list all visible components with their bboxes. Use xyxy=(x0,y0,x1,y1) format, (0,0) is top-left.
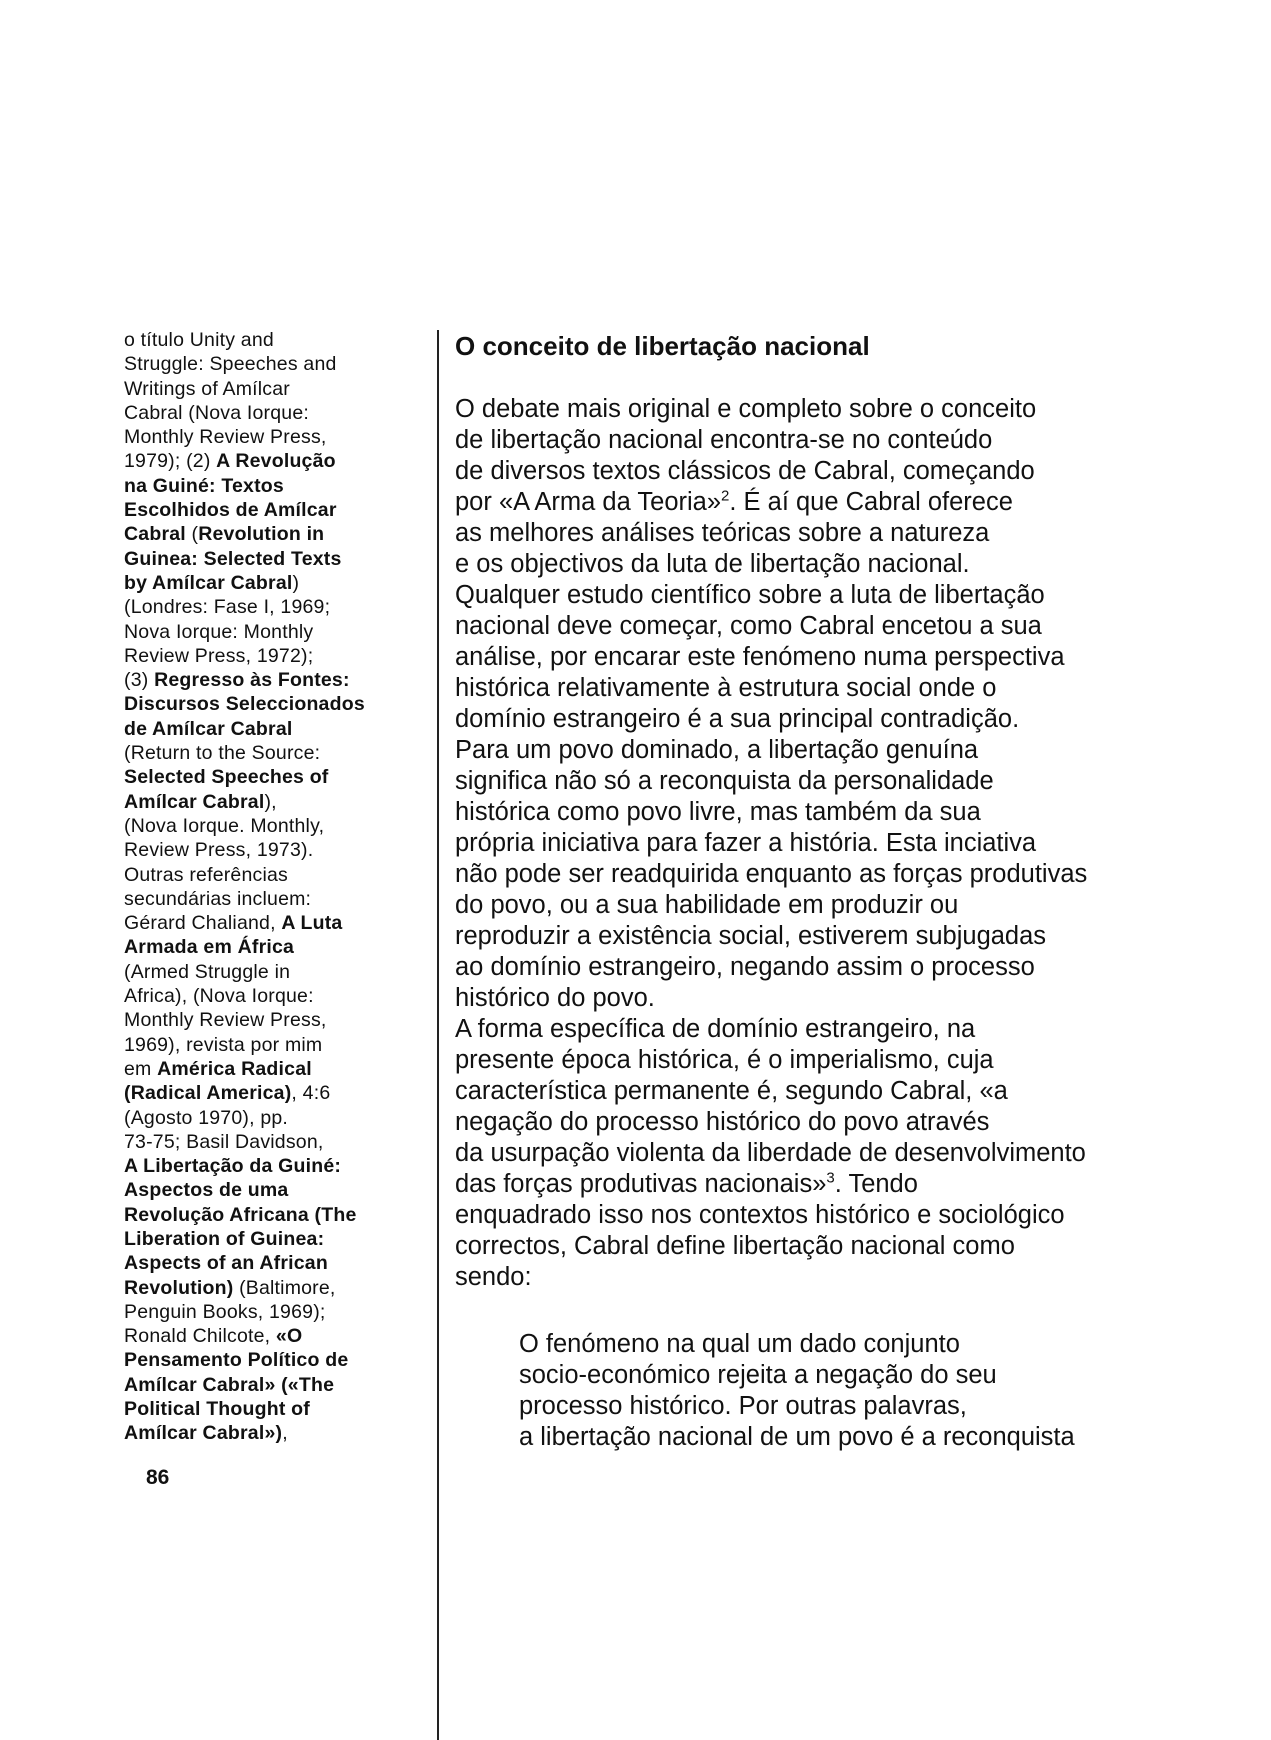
quote-line-text: a libertação nacional de um povo é a reconquista xyxy=(519,1423,1075,1451)
footnote-title-run: Revolution) xyxy=(124,1276,234,1299)
footnote-marker: 2 xyxy=(721,487,730,505)
footnote-text-run: Penguin Books, 1969); xyxy=(124,1300,326,1323)
footnote-text-run: Nova Iorque: Monthly xyxy=(124,620,314,643)
footnote-title-run: Discursos Seleccionados xyxy=(124,693,365,716)
footnote-title-run: Amílcar Cabral») xyxy=(124,1422,283,1445)
body-line-text: análise, por encarar este fenómeno numa perspectiva xyxy=(455,643,1065,671)
body-line-text: O debate mais original e completo sobre o conceito xyxy=(455,395,1037,423)
body-line-text: . Tendo xyxy=(834,1170,918,1198)
footnote-line xyxy=(124,717,420,741)
footnote-text-run: Outras referências xyxy=(124,863,288,886)
footnote-marker: 3 xyxy=(826,1169,835,1187)
footnote-line xyxy=(124,790,420,814)
footnote-line xyxy=(124,911,420,935)
body-line-text: histórica relativamente à estrutura social onde o xyxy=(455,674,997,702)
footnote-line xyxy=(124,1106,420,1130)
body-line xyxy=(455,456,1235,487)
body-line xyxy=(455,704,1235,735)
footnote-text-run: (Armed Struggle in xyxy=(124,960,291,983)
footnote-title-run: Aspectos de uma xyxy=(124,1179,289,1202)
footnote-title-run: Amílcar Cabral xyxy=(124,790,265,813)
footnote-line xyxy=(124,887,420,911)
block-quote xyxy=(519,1329,1235,1453)
body-line-text: as melhores análises teóricas sobre a natureza xyxy=(455,519,990,547)
footnote-text-run: Review Press, 1972); xyxy=(124,644,314,667)
body-line-text: do povo, ou a sua habilidade em produzir ou xyxy=(455,891,959,919)
footnote-line xyxy=(124,863,420,887)
footnote-text-run: (Agosto 1970), pp. xyxy=(124,1106,289,1129)
body-line xyxy=(455,952,1235,983)
quote-line-text: O fenómeno na qual um dado conjunto xyxy=(519,1330,960,1358)
footnote-line xyxy=(124,595,420,619)
body-line xyxy=(455,1200,1235,1231)
body-line xyxy=(455,394,1235,425)
footnote-line xyxy=(124,498,420,522)
footnote-title-run: Armada em África xyxy=(124,936,295,959)
footnote-line xyxy=(124,960,420,984)
column-divider xyxy=(437,330,439,1740)
body-line-text: Qualquer estudo científico sobre a luta de libertação xyxy=(455,581,1045,609)
body-line-text: e os objectivos da luta de libertação nacional. xyxy=(455,550,970,578)
footnote-line xyxy=(124,328,420,352)
footnote-text-run: (Nova Iorque. Monthly, xyxy=(124,814,325,837)
footnote-title-run: by Amílcar Cabral xyxy=(124,571,293,594)
footnote-text-run: Review Press, 1973). xyxy=(124,839,314,862)
body-line xyxy=(455,1169,1235,1200)
footnote-title-run: A Luta xyxy=(281,912,343,935)
quote-line-text: socio-económico rejeita a negação do seu xyxy=(519,1361,997,1389)
body-line xyxy=(455,921,1235,952)
page-number: 86 xyxy=(146,1466,170,1489)
body-line xyxy=(455,549,1235,580)
body-line xyxy=(455,983,1235,1014)
body-line-text: própria iniciativa para fazer a história. Esta inciativa xyxy=(455,829,1037,857)
footnote-line xyxy=(124,620,420,644)
body-line-text: reproduzir a existência social, estiverem subjugadas xyxy=(455,922,1047,950)
body-line-text: sendo: xyxy=(455,1263,532,1291)
body-line xyxy=(455,1014,1235,1045)
footnote-text-run: secundárias incluem: xyxy=(124,887,312,910)
body-line xyxy=(455,580,1235,611)
footnote-title-run: de Amílcar Cabral xyxy=(124,717,293,740)
body-line-text: significa não só a reconquista da personalidade xyxy=(455,767,994,795)
footnote-line xyxy=(124,1300,420,1324)
footnote-line xyxy=(124,522,420,546)
footnote-text-run: 1979); (2) xyxy=(124,450,217,473)
body-line xyxy=(455,1107,1235,1138)
body-line-text: não pode ser readquirida enquanto as forças produtivas xyxy=(455,860,1088,888)
footnote-line xyxy=(124,1348,420,1372)
body-line xyxy=(455,425,1235,456)
footnote-title-run: Aspects of an African xyxy=(124,1252,328,1275)
body-line-text: histórico do povo. xyxy=(455,984,655,1012)
body-line-text: A forma específica de domínio estrangeiro, na xyxy=(455,1015,976,1043)
footnote-line xyxy=(124,1203,420,1227)
body-line xyxy=(455,673,1235,704)
main-column xyxy=(455,328,1235,1453)
footnote-title-run: Escolhidos de Amílcar xyxy=(124,499,337,522)
body-line-text: de libertação nacional encontra-se no conteúdo xyxy=(455,426,993,454)
footnote-text-run: , xyxy=(282,1422,288,1445)
body-line-text: nacional deve começar, como Cabral encetou a sua xyxy=(455,612,1042,640)
footnote-text-run: Africa), (Nova Iorque: xyxy=(124,985,314,1008)
body-line-text: correctos, Cabral define libertação nacional como xyxy=(455,1232,1015,1260)
footnote-line xyxy=(124,741,420,765)
body-line xyxy=(455,735,1235,766)
body-line-text: por «A Arma da Teoria» xyxy=(455,488,722,516)
footnote-title-run: A Revolução xyxy=(216,450,336,473)
footnote-title-run: Political Thought of xyxy=(124,1398,310,1421)
footnote-title-run: na Guiné: Textos xyxy=(124,474,284,497)
body-line-text: das forças produtivas nacionais» xyxy=(455,1170,827,1198)
footnote-line xyxy=(124,352,420,376)
footnote-line xyxy=(124,1276,420,1300)
footnote-line xyxy=(124,1008,420,1032)
body-line xyxy=(455,766,1235,797)
body-line xyxy=(455,797,1235,828)
body-line-text: enquadrado isso nos contextos histórico e sociológico xyxy=(455,1201,1065,1229)
footnote-line xyxy=(124,1178,420,1202)
quote-line xyxy=(519,1360,1235,1391)
footnote-text-run: ) xyxy=(292,571,300,594)
body-line-text: da usurpação violenta da liberdade de desenvolvimento xyxy=(455,1139,1086,1167)
footnote-column xyxy=(124,328,420,1446)
footnote-text-run: 73-75; Basil Davidson, xyxy=(124,1130,324,1153)
body-line xyxy=(455,890,1235,921)
footnote-title-run: Liberation of Guinea: xyxy=(124,1227,325,1250)
footnote-line xyxy=(124,1324,420,1348)
body-line-text: histórica como povo livre, mas também da sua xyxy=(455,798,981,826)
footnote-line xyxy=(124,377,420,401)
body-line xyxy=(455,859,1235,890)
body-line-text: presente época histórica, é o imperialismo, cuja xyxy=(455,1046,994,1074)
footnote-title-run: América Radical xyxy=(157,1057,312,1080)
footnote-line xyxy=(124,1081,420,1105)
body-line xyxy=(455,518,1235,549)
footnote-line xyxy=(124,474,420,498)
section-heading: O conceito de libertação nacional xyxy=(455,331,870,361)
footnote-line xyxy=(124,765,420,789)
footnote-line xyxy=(124,692,420,716)
footnote-text-run: Writings of Amílcar xyxy=(124,377,290,400)
body-line-text: . É aí que Cabral oferece xyxy=(729,488,1013,516)
body-line xyxy=(455,611,1235,642)
footnote-text-run: (3) xyxy=(124,669,155,692)
footnote-line xyxy=(124,1033,420,1057)
footnote-text-run: Gérard Chaliand, xyxy=(124,912,282,935)
footnote-line xyxy=(124,1373,420,1397)
footnote-line xyxy=(124,1227,420,1251)
footnote-line xyxy=(124,547,420,571)
footnote-text-run: , 4:6 xyxy=(291,1082,331,1105)
footnote-line xyxy=(124,984,420,1008)
body-paragraphs xyxy=(455,394,1235,1293)
footnote-text-run: (Londres: Fase I, 1969; xyxy=(124,596,331,619)
footnote-line xyxy=(124,1130,420,1154)
footnote-title-run: A Libertação da Guiné: xyxy=(124,1155,342,1178)
footnote-text-run: Cabral (Nova Iorque: xyxy=(124,401,310,424)
body-line xyxy=(455,1045,1235,1076)
footnote-title-run: Guinea: Selected Texts xyxy=(124,547,342,570)
quote-line xyxy=(519,1329,1235,1360)
footnote-title-run: (Radical America) xyxy=(124,1082,292,1105)
body-line xyxy=(455,1076,1235,1107)
body-line xyxy=(455,1138,1235,1169)
footnote-title-run: «O xyxy=(275,1325,303,1348)
body-line xyxy=(455,1231,1235,1262)
footnote-line xyxy=(124,838,420,862)
body-line xyxy=(455,1262,1235,1293)
footnote-title-run: Cabral xyxy=(124,523,186,546)
footnote-text-run: ), xyxy=(264,790,277,813)
body-line xyxy=(455,487,1235,518)
body-line-text: de diversos textos clássicos de Cabral, começando xyxy=(455,457,1035,485)
footnote-line xyxy=(124,668,420,692)
footnote-title-run: Revolution in xyxy=(198,523,325,546)
footnote-line xyxy=(124,1251,420,1275)
footnote-text-run: 1969), revista por mim xyxy=(124,1033,323,1056)
footnote-text-run: Monthly Review Press, xyxy=(124,426,327,449)
footnote-line xyxy=(124,1397,420,1421)
footnote-line xyxy=(124,935,420,959)
footnote-line xyxy=(124,1154,420,1178)
footnote-text-run: (Return to the Source: xyxy=(124,742,321,765)
footnote-line xyxy=(124,1421,420,1445)
body-line-text: domínio estrangeiro é a sua principal contradição. xyxy=(455,705,1020,733)
body-line xyxy=(455,642,1235,673)
body-line-text: característica permanente é, segundo Cabral, «a xyxy=(455,1077,1008,1105)
footnote-title-run: Revolução Africana (The xyxy=(124,1203,357,1226)
quote-line xyxy=(519,1391,1235,1422)
footnote-text-run: Ronald Chilcote, xyxy=(124,1325,276,1348)
body-line-text: ao domínio estrangeiro, negando assim o processo xyxy=(455,953,1035,981)
footnote-line xyxy=(124,401,420,425)
footnote-text-run: o título Unity and xyxy=(124,329,274,351)
body-line xyxy=(455,828,1235,859)
footnote-line xyxy=(124,1057,420,1081)
footnote-text-run: em xyxy=(124,1057,158,1080)
footnote-title-run: Pensamento Político de xyxy=(124,1349,349,1372)
footnote-line xyxy=(124,449,420,473)
footnote-text-run: Monthly Review Press, xyxy=(124,1009,327,1032)
footnote-text-run: Struggle: Speeches and xyxy=(124,353,337,376)
footnote-title-run: Selected Speeches of xyxy=(124,766,329,789)
body-line-text: negação do processo histórico do povo através xyxy=(455,1108,990,1136)
footnote-title-run: Amílcar Cabral» («The xyxy=(124,1373,335,1396)
footnote-line xyxy=(124,425,420,449)
body-line-text: Para um povo dominado, a libertação genuína xyxy=(455,736,979,764)
footnote-line xyxy=(124,571,420,595)
footnote-line xyxy=(124,644,420,668)
footnote-text-run: ( xyxy=(185,523,199,546)
quote-line-text: processo histórico. Por outras palavras, xyxy=(519,1392,967,1420)
footnote-title-run: Regresso às Fontes: xyxy=(154,669,350,692)
footnote-line xyxy=(124,814,420,838)
footnote-text-run: (Baltimore, xyxy=(233,1276,336,1299)
quote-line xyxy=(519,1422,1235,1453)
